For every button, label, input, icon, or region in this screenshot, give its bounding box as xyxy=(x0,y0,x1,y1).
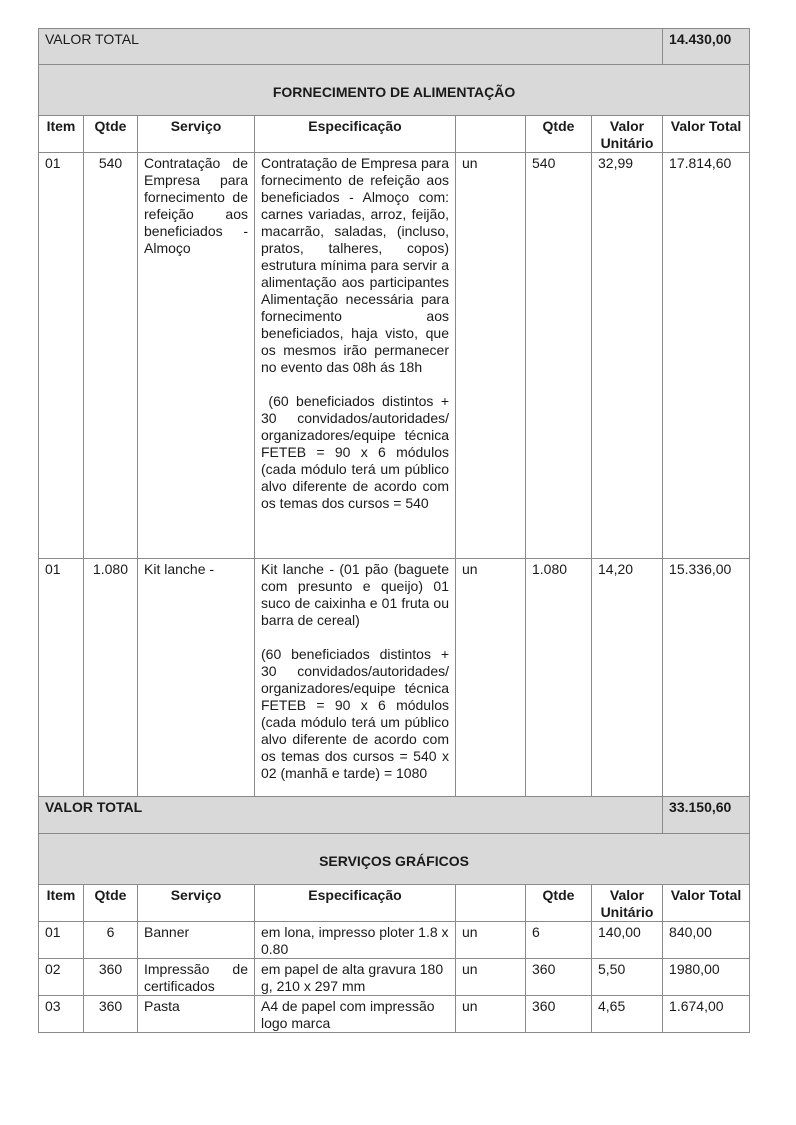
cell-unit: un xyxy=(456,153,526,559)
cell-qtde: 1.080 xyxy=(84,559,138,797)
cell-valor-total: 840,00 xyxy=(663,922,750,959)
cell-qtde: 6 xyxy=(84,922,138,959)
cell-valor-unitario: 14,20 xyxy=(592,559,663,797)
cell-qtde2: 6 xyxy=(526,922,592,959)
cell-valor-unitario: 140,00 xyxy=(592,922,663,959)
cell-valor-total: 1.674,00 xyxy=(663,996,750,1033)
cell-especificacao xyxy=(255,559,456,797)
col-servico: Serviço xyxy=(138,116,255,153)
section-header-alimentacao xyxy=(39,65,750,116)
cell-qtde2: 540 xyxy=(526,153,592,559)
table-row xyxy=(39,153,750,559)
col-valor-total: Valor Total xyxy=(663,116,750,153)
cell-valor-unitario: 32,99 xyxy=(592,153,663,559)
col-especificacao: Especificação xyxy=(255,116,456,153)
col-item: Item xyxy=(39,116,84,153)
col-qtde: Qtde xyxy=(84,885,138,922)
previous-total-label: VALOR TOTAL xyxy=(39,29,663,65)
cell-especificacao: em lona, impresso ploter 1.8 x 0.80 xyxy=(255,922,456,959)
col-unit xyxy=(456,885,526,922)
cell-valor-total: 17.814,60 xyxy=(663,153,750,559)
cell-servico: Impressão de certificados xyxy=(138,959,255,996)
especificacao-text: Contratação de Empresa para fornecimento de refeição aos beneficiados - Almoço com: carnes variadas, arroz, feijão, macarrão, saladas, (incluso, pratos, talheres, copos) estrutura mínima para servir a alimentação aos participantes Alimentação necessária para fornecimento aos beneficiados, haja visto, que os mesmos irão permanecer no evento das 08h ás 18h xyxy=(261,155,449,375)
section-title: FORNECIMENTO DE ALIMENTAÇÃO xyxy=(39,65,750,116)
especificacao-text: Kit lanche - (01 pão (baguete com presunto e queijo) 01 suco de caixinha e 01 fruta ou barra de cereal) xyxy=(261,561,449,628)
table-row xyxy=(39,922,750,959)
col-valor-total: Valor Total xyxy=(663,885,750,922)
col-especificacao: Especificação xyxy=(255,885,456,922)
especificacao-note: (60 beneficiados distintos + 30 convidados/autoridades/ organizadores/equipe técnica FETEB = 90 x 6 módulos (cada módulo terá um público alvo diferente de acordo com os temas dos cursos = 540 x 02 (manhã e tarde) = 1080 xyxy=(261,646,449,781)
cell-especificacao: em papel de alta gravura 180 g, 210 x 297 mm xyxy=(255,959,456,996)
cell-valor-total: 15.336,00 xyxy=(663,559,750,797)
previous-total-value: 14.430,00 xyxy=(663,29,750,65)
cell-qtde: 360 xyxy=(84,996,138,1033)
table-row xyxy=(39,959,750,996)
cell-item: 03 xyxy=(39,996,84,1033)
total-row xyxy=(39,797,750,834)
cell-qtde: 540 xyxy=(84,153,138,559)
cell-valor-unitario: 5,50 xyxy=(592,959,663,996)
previous-total-row xyxy=(39,29,750,65)
cell-servico: Contratação de Empresa para fornecimento de refeição aos beneficiados - Almoço xyxy=(138,153,255,559)
col-valor-unitario: Valor Unitário xyxy=(592,116,663,153)
cell-item: 01 xyxy=(39,922,84,959)
cell-servico: Pasta xyxy=(138,996,255,1033)
cell-servico: Banner xyxy=(138,922,255,959)
col-valor-unitario: Valor Unitário xyxy=(592,885,663,922)
col-qtde: Qtde xyxy=(84,116,138,153)
cell-especificacao xyxy=(255,153,456,559)
cell-especificacao: A4 de papel com impressão logo marca xyxy=(255,996,456,1033)
column-header-row xyxy=(39,885,750,922)
table-row xyxy=(39,996,750,1033)
column-header-row xyxy=(39,116,750,153)
cell-unit: un xyxy=(456,959,526,996)
budget-table xyxy=(38,28,750,1033)
col-item: Item xyxy=(39,885,84,922)
cell-qtde2: 360 xyxy=(526,959,592,996)
total-value: 33.150,60 xyxy=(663,797,750,834)
col-unit xyxy=(456,116,526,153)
cell-qtde2: 360 xyxy=(526,996,592,1033)
cell-item: 01 xyxy=(39,559,84,797)
col-qtde2: Qtde xyxy=(526,885,592,922)
cell-qtde2: 1.080 xyxy=(526,559,592,797)
cell-servico: Kit lanche - xyxy=(138,559,255,797)
section-header-graficos xyxy=(39,834,750,885)
cell-unit: un xyxy=(456,922,526,959)
cell-item: 02 xyxy=(39,959,84,996)
cell-valor-total: 1980,00 xyxy=(663,959,750,996)
section-title: SERVIÇOS GRÁFICOS xyxy=(39,834,750,885)
especificacao-note: (60 beneficiados distintos + 30 convidados/autoridades/ organizadores/equipe técnica FETEB = 90 x 6 módulos (cada módulo terá um público alvo diferente de acordo com os temas dos cursos = 540 xyxy=(261,393,453,511)
cell-qtde: 360 xyxy=(84,959,138,996)
cell-valor-unitario: 4,65 xyxy=(592,996,663,1033)
col-qtde2: Qtde xyxy=(526,116,592,153)
table-row xyxy=(39,559,750,797)
col-servico: Serviço xyxy=(138,885,255,922)
cell-unit: un xyxy=(456,996,526,1033)
cell-unit: un xyxy=(456,559,526,797)
total-label: VALOR TOTAL xyxy=(39,797,663,834)
cell-item: 01 xyxy=(39,153,84,559)
